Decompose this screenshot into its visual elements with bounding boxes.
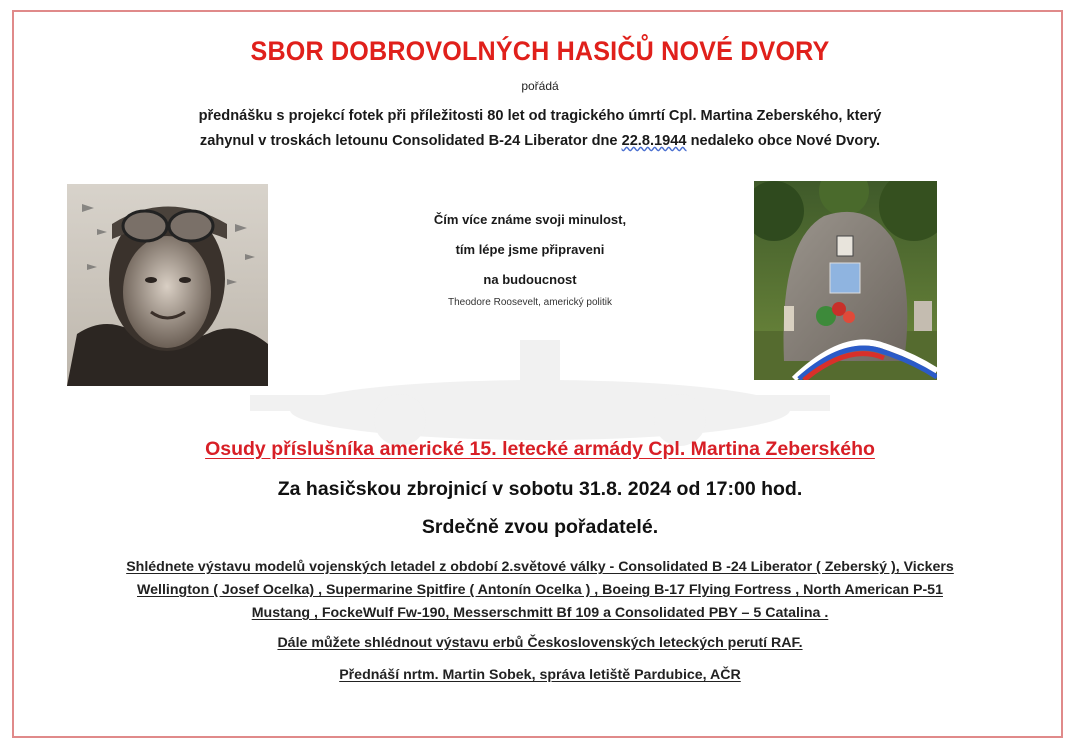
portrait-photo	[67, 184, 268, 386]
event-time-location: Za hasičskou zbrojnicí v sobotu 31.8. 2024 od 17:00 hod.	[277, 478, 803, 500]
models-line-3: Mustang , FockeWulf Fw-190, Messerschmitt Bf 109 a Consolidated PBY – 5 Catalina .	[251, 605, 829, 621]
quote-block	[380, 205, 680, 308]
lecturer-text: Přednáší nrtm. Martin Sobek, správa letiště Pardubice, AČR	[339, 667, 741, 683]
invitation-line: Srdečně zvou pořadatelé.	[421, 516, 659, 538]
intro-line-2: zahynul v troskách letounu Consolidated B-24 Liberator dne 22.8.1944 nedaleko obce Nové Dvory.	[199, 133, 881, 149]
quote-line-1: Čím více známe svoji minulost,	[433, 212, 627, 227]
quote-author: Theodore Roosevelt, americký politik	[448, 297, 612, 308]
intro-line-1: přednášku s projekcí fotek při příležitosti 80 let od tragického úmrtí Cpl. Martina Zeberského, který	[198, 108, 882, 124]
lecture-headline: Osudy příslušníka americké 15. letecké armády Cpl. Martina Zeberského	[205, 438, 875, 460]
organizer-title: SBOR DOBROVOLNÝCH HASIČŮ NOVÉ DVORY	[250, 36, 830, 66]
models-line-1: Shlédnete výstavu modelů vojenských letadel z období 2.světové války - Consolidated B -24 Liberator ( Zeberský ), Vickers	[126, 559, 954, 575]
models-exhibition-text	[0, 556, 1080, 625]
memorial-photo	[754, 181, 937, 380]
intro-text	[0, 104, 1080, 154]
models-line-2: Wellington ( Josef Ocelka) , Supermarine Spitfire ( Antonín Ocelka ) , Boeing B-17 Flying Fortress , North American P-51	[137, 582, 943, 598]
presents-label: pořádá	[521, 79, 559, 93]
quote-line-3: na budoucnost	[483, 272, 577, 287]
crash-date: 22.8.1944	[621, 133, 687, 149]
raf-exhibition-text: Dále můžete shlédnout výstavu erbů Československých leteckých perutí RAF.	[277, 635, 803, 651]
quote-line-2: tím lépe jsme připraveni	[455, 242, 605, 257]
